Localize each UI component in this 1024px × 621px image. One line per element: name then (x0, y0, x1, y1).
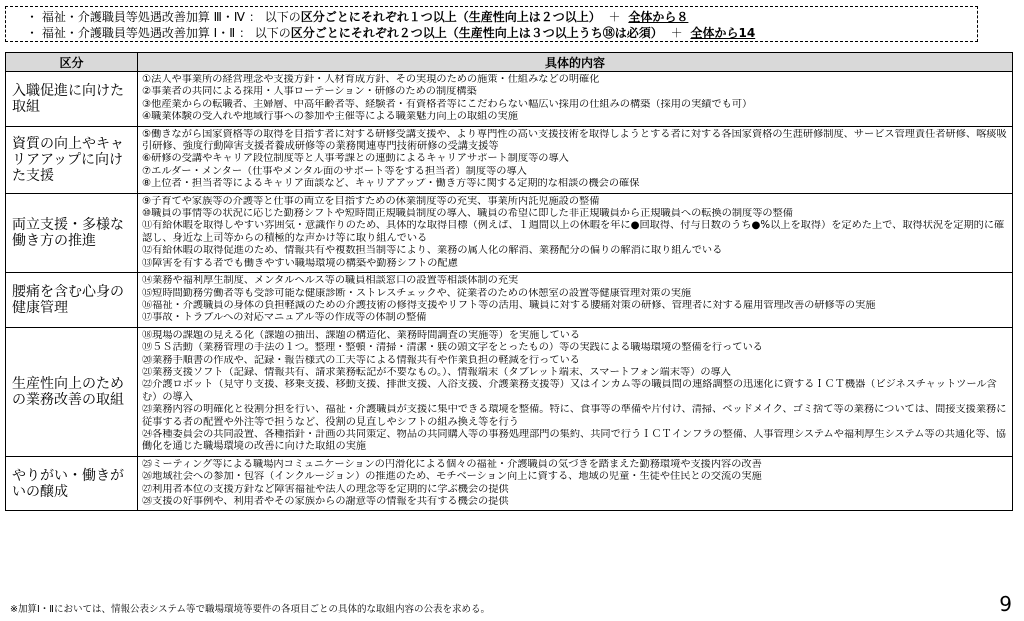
list-item: ⑭業務や福利厚生制度、メンタルヘルス等の職員相談窓口の設置等相談体制の充実 (142, 275, 519, 287)
list-item: ⑪有給休暇を取得しやすい雰囲気・意識作りのため、具体的な取得目標（例えば、１週間以上の休暇を年に●回取得、付与日数のうち●%以上を取得）を定めた上で、取得状況を定期的に確認し、身近な上司等からの積極的な声かけ等に取り組んでいる (142, 220, 1005, 244)
list-item: ②事業者の共同による採用・人事ローテーション・研修のための制度構築 (142, 86, 477, 98)
list-item: ㉔各種委員会の共同設置、各種指針・計画の共同策定、物品の共同購入等の事務処理部門の集約、共同で行うＩＣＴインフラの整備、人事管理システムや福利厚生システム等の共通化等、協働化を通じた職場環境の改善に向けた取組の実施 (142, 428, 1006, 453)
category-cell: やりがい・働きがいの醸成 (6, 456, 138, 511)
note-prefix: 以下の (264, 10, 301, 24)
category-cell: 両立支援・多様な働き方の推進 (6, 193, 138, 272)
table-header-row (6, 53, 1013, 72)
list-item: ⑤働きながら国家資格等の取得を目指す者に対する研修受講支援や、より専門性の高い支援技術を取得しようとする者に対する各国家資格の生涯研修制度、サービス管理責任者研修、喀痰吸引研修、強度行動障害支援者養成研修等の業務関連専門技術研修の受講支援等 (142, 128, 1007, 153)
list-item: ④職業体験の受入れや地域行事への参加や主催等による職業魅力向上の取組の実施 (142, 111, 518, 123)
list-item: ⑬障害を有する者でも働きやすい職場環境の構築や勤務シフトの配慮 (142, 257, 458, 269)
list-item: ⑰事故・トラブルへの対応マニュアル等の作成等の体制の整備 (142, 312, 427, 324)
list-item: ⑧上位者・担当者等によるキャリア面談など、キャリアアップ・働き方等に関する定期的な相談の機会の確保 (142, 178, 640, 190)
list-item: ⑩職員の事情等の状況に応じた勤務シフトや短時間正規職員制度の導入、職員の希望に即した非正規職員から正規職員への転換の制度等の整備 (142, 208, 793, 220)
header-category: 区分 (6, 53, 138, 72)
note-total: 全体から８ (628, 10, 689, 24)
requirements-note-box (5, 6, 978, 42)
table-row (6, 72, 1013, 127)
footnote: ※加算Ⅰ・Ⅱにおいては、情報公表システム等で職場環境等要件の各項目ごとの具体的な取組内容の公表を求める。 (10, 604, 490, 615)
list-item: ㉗利用者本位の支援方針など障害福祉や法人の理念等を定期的に学ぶ機会の提供 (142, 483, 509, 495)
note-emphasis: 区分ごとにそれぞれ２つ以上（生産性向上は３つ以上うち⑱は必須） (290, 26, 663, 40)
note-prefix: 以下の (254, 26, 291, 40)
list-item: ⑳業務手順書の作成や、記録・報告様式の工夫等による情報共有や作業負担の軽減を行っている (142, 354, 580, 366)
note-colon: ： (238, 26, 251, 40)
table-row (6, 327, 1013, 456)
table-row (6, 193, 1013, 272)
note-plus: ＋ (670, 26, 683, 40)
list-item: ①法人や事業所の経営理念や支援方針・人材育成方針、その実現のための施策・仕組みなどの明確化 (142, 74, 600, 85)
table-row (6, 126, 1013, 193)
content-cell (138, 193, 1013, 272)
note-emphasis: 区分ごとにそれぞれ１つ以上（生産性向上は２つ以上） (300, 10, 601, 24)
note-line-1 (26, 9, 977, 25)
note-line-2 (26, 25, 977, 41)
list-item: ⑮短時間勤務労働者等も受診可能な健康診断・ストレスチェックや、従業者のための休憩室の設置等健康管理対策の実施 (142, 287, 692, 299)
header-content: 具体的内容 (138, 53, 1013, 72)
list-item: ⑱現場の課題の見える化（課題の抽出、課題の構造化、業務時間調査の実施等）を実施している (142, 329, 581, 341)
list-item: ⑨子育てや家族等の介護等と仕事の両立を目指すための休業制度等の充実、事業所内託児施設の整備 (142, 195, 600, 207)
note-bullet: ・ (26, 10, 39, 24)
table-row (6, 273, 1013, 328)
note-plus: ＋ (608, 10, 621, 24)
content-cell (138, 126, 1013, 193)
note-total: 全体から14 (690, 26, 756, 40)
list-item: ⑥研修の受講やキャリア段位制度等と人事考課との連動によるキャリアサポート制度等の導入 (142, 153, 569, 165)
list-item: ㉘支援の好事例や、利用者やその家族からの謝意等の情報を共有する機会の提供 (142, 496, 509, 507)
table-row (6, 456, 1013, 511)
content-cell (138, 327, 1013, 456)
note-label: 福祉・介護職員等処遇改善加算 Ⅰ・Ⅱ (41, 26, 236, 40)
page-number: 9 (999, 592, 1012, 616)
list-item: ③他産業からの転職者、主婦層、中高年齢者等、経験者・有資格者等にこだわらない幅広い採用の仕組みの構築（採用の実績でも可） (142, 98, 753, 110)
list-item: ㉑業務支援ソフト（記録、情報共有、請求業務転記が不要なもの。）、情報端末（タブレット端末、スマートフォン端末等）の導入 (142, 366, 731, 378)
list-item: ⑲５Ｓ活動（業務管理の手法の１つ。整理・整頓・清掃・清潔・躾の頭文字をとったもの）等の実践による職場環境の整備を行っている (142, 342, 763, 354)
category-cell: 資質の向上やキャリアアップに向けた支援 (6, 126, 138, 193)
list-item: ⑦エルダー・メンター（仕事やメンタル面のサポート等をする担当者）制度等の導入 (142, 165, 527, 177)
work-environment-table (5, 52, 1013, 511)
list-item: ㉓業務内容の明確化と役割分担を行い、福祉・介護職員が支援に集中できる環境を整備。特に、食事等の準備や片付け、清掃、ベッドメイク、ゴミ捨て等の業務については、間接支援業務に従事する者の配置や外注等で担うなど、役割の見直しやシフトの組み換え等を行う (142, 404, 1007, 428)
note-label: 福祉・介護職員等処遇改善加算 Ⅲ・Ⅳ (41, 10, 246, 24)
list-item: ㉖地域社会への参加・包容（インクルージョン）の推進のため、モチベーション向上に資する、地域の児童・生徒や住民との交流の実施 (142, 471, 762, 483)
content-cell (138, 273, 1013, 328)
content-cell (138, 72, 1013, 127)
note-colon: ： (248, 10, 261, 24)
list-item: ㉕ミーティング等による職場内コミュニケーションの円滑化による個々の福祉・介護職員の気づきを踏まえた勤務環境や支援内容の改善 (142, 458, 762, 470)
category-cell: 腰痛を含む心身の健康管理 (6, 273, 138, 328)
content-cell (138, 456, 1013, 511)
list-item: ㉒介護ロボット（見守り支援、移乗支援、移動支援、排泄支援、入浴支援、介護業務支援等）又はインカム等の職員間の連絡調整の迅速化に資するＩＣＴ機器（ビジネスチャットツール含む）の導入 (142, 379, 997, 403)
category-cell: 生産性向上のための業務改善の取組 (6, 327, 138, 456)
note-bullet: ・ (26, 26, 39, 40)
list-item: ⑯福祉・介護職員の身体の負担軽減のための介護技術の修得支援やリフト等の活用、職員に対する腰痛対策の研修、管理者に対する雇用管理改善の研修等の実施 (142, 299, 876, 311)
list-item: ⑫有給休暇の取得促進のため、情報共有や複数担当制等により、業務の属人化の解消、業務配分の偏りの解消に取り組んでいる (142, 245, 723, 257)
category-cell: 入職促進に向けた取組 (6, 72, 138, 127)
